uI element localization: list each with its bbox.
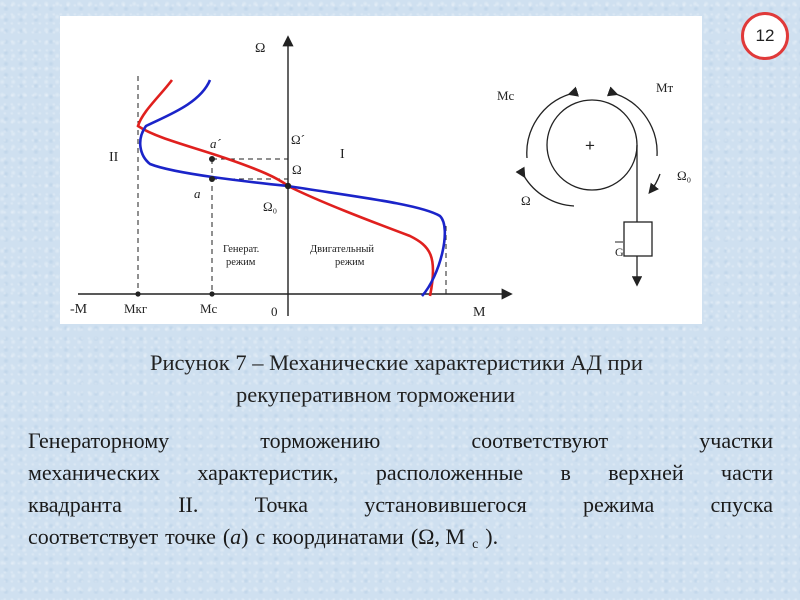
omega0-label: Ω₀ <box>263 199 278 214</box>
omega-label: Ω <box>292 162 302 177</box>
coordinates-subscript: c <box>472 537 479 552</box>
motor-mode-label-line2: режим <box>335 257 365 268</box>
word: соответствуют <box>471 428 609 453</box>
paragraph-line-4 <box>28 521 773 561</box>
word: участки <box>699 428 773 453</box>
caption-line-1: Рисунок 7 – Механические характеристики АД при <box>150 350 643 375</box>
explanation-paragraph <box>28 425 773 561</box>
figure-panel <box>60 16 702 324</box>
point-mc-marker <box>209 291 214 296</box>
word: спуска <box>710 492 773 517</box>
paragraph-line-1 <box>28 425 773 457</box>
pulley-mc-label: Mc <box>497 88 515 103</box>
neg-m-axis-label: -M <box>70 302 88 317</box>
caption-line-2: рекуперативном торможении <box>236 382 515 407</box>
point-a-label: a <box>194 186 201 201</box>
m-axis-label: M <box>473 305 486 320</box>
mkg-label: Mкг <box>124 301 148 316</box>
word: установившегося <box>364 492 527 517</box>
pulley-g-label: G <box>615 245 624 259</box>
slide-number: 12 <box>755 26 775 45</box>
word: части <box>721 460 773 485</box>
word: характеристик, <box>197 460 339 485</box>
load-weight <box>624 222 652 256</box>
pulley-center-mark: + <box>585 136 595 155</box>
word: верхней <box>608 460 684 485</box>
word: расположенные <box>375 460 524 485</box>
pulley-mt-label: Mт <box>656 80 674 95</box>
paren-close: ) <box>241 524 249 549</box>
quadrant-ii-label: II <box>109 150 119 165</box>
pulley-omega0-label: Ω₀ <box>677 168 692 183</box>
point-a-ref: a <box>230 524 242 549</box>
word: в <box>560 460 571 485</box>
word: Точка <box>254 492 309 517</box>
point-a-marker <box>209 176 215 182</box>
point-omega0-marker <box>285 183 291 189</box>
word: режима <box>582 492 655 517</box>
coordinates-text <box>411 521 505 561</box>
word: соответствует <box>28 524 159 549</box>
paragraph-line-3 <box>28 489 773 521</box>
figure-caption <box>150 347 750 411</box>
omega-axis-label: Ω <box>255 41 266 56</box>
point-mkg-marker <box>135 291 140 296</box>
mc-label: Mc <box>200 301 218 316</box>
mechanical-characteristics-diagram <box>60 16 702 324</box>
generator-mode-label-line1: Генерат. <box>223 244 260 255</box>
blue-characteristic-curve <box>140 80 445 296</box>
zero-label: 0 <box>271 304 278 319</box>
paragraph-line-2 <box>28 457 773 489</box>
word: координатами <box>272 524 404 549</box>
paren-open: ( <box>222 524 231 549</box>
point-a-prime-marker <box>209 156 215 162</box>
motor-mode-label-line1: Двигательный <box>310 244 375 255</box>
pulley-omega-label: Ω <box>521 193 531 208</box>
moment-mc-arrow <box>527 94 570 158</box>
word: квадранта <box>28 492 122 517</box>
word: механических <box>28 460 161 485</box>
word: точке <box>165 524 216 549</box>
word: Генераторному <box>28 428 170 453</box>
word: торможению <box>260 428 381 453</box>
omega-prime-label: Ω´ <box>291 132 305 147</box>
word: с <box>255 524 266 549</box>
omega-rotation-arrow <box>524 176 574 206</box>
word: II. <box>178 492 199 517</box>
coordinates-main: (Ω, M <box>410 524 466 549</box>
slide-number-badge <box>741 12 789 60</box>
generator-mode-label-line2: режим <box>226 257 256 268</box>
point-a-prime-label: a´ <box>210 136 221 151</box>
quadrant-i-label: I <box>340 147 345 162</box>
coordinates-close: ). <box>485 524 499 549</box>
omega0-rotation-arrow <box>650 174 660 192</box>
